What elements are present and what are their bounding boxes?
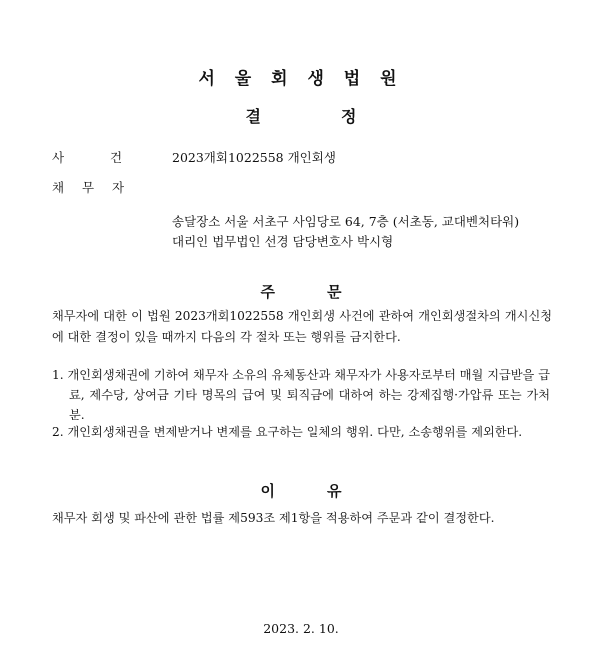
legal-agent: 대리인 법무법인 선경 담당변호사 박시형	[172, 234, 394, 249]
debtor-label-char: 채	[52, 180, 65, 195]
reason-text: 채무자 회생 및 파산에 관한 법률 제593조 제1항을 적용하여 주문과 같이 결정한다.	[52, 511, 495, 525]
document-type-title	[0, 104, 602, 127]
document-type-right: 정	[341, 107, 357, 126]
case-label-char: 사	[52, 150, 65, 165]
decision-date: 2023. 2. 10.	[263, 621, 339, 636]
debtor-label-char: 무	[82, 180, 95, 195]
order-section-title	[0, 281, 602, 302]
reason-title-right: 유	[327, 482, 342, 500]
order-intro: 채무자에 대한 이 법원 2023개회1022558 개인회생 사건에 관하여 개인회생절차의 개시신청에 대한 결정이 있을 때까지 다음의 각 절차 또는 행위를 금지한다.	[52, 309, 552, 344]
order-title-right: 문	[327, 283, 342, 301]
court-name: 서 울 회 생 법 원	[198, 69, 404, 89]
delivery-address: 송달장소 서울 서초구 사임당로 64, 7층 (서초동, 교대벤처타워)	[172, 214, 520, 229]
case-label-char: 건	[110, 150, 123, 165]
case-label	[52, 148, 140, 166]
debtor-label-char: 자	[112, 180, 125, 195]
order-item-2: 2. 개인회생채권을 변제받거나 변제를 요구하는 일체의 행위. 다만, 소송행위를 제외한다.	[52, 425, 523, 439]
reason-section-title	[0, 480, 602, 501]
document-type-left: 결	[245, 107, 261, 126]
case-number: 2023개회1022558 개인회생	[172, 150, 336, 165]
order-title-left: 주	[260, 283, 275, 301]
debtor-label	[52, 178, 142, 196]
reason-title-left: 이	[260, 482, 275, 500]
order-item-1: 1. 개인회생채권에 기하여 채무자 소유의 유체동산과 채무자가 사용자로부터 매월 지급받을 급료, 제수당, 상여금 기타 명목의 급여 및 퇴직금에 대하여 하는 강제집행·가압류 또는 가처분.	[52, 368, 550, 422]
